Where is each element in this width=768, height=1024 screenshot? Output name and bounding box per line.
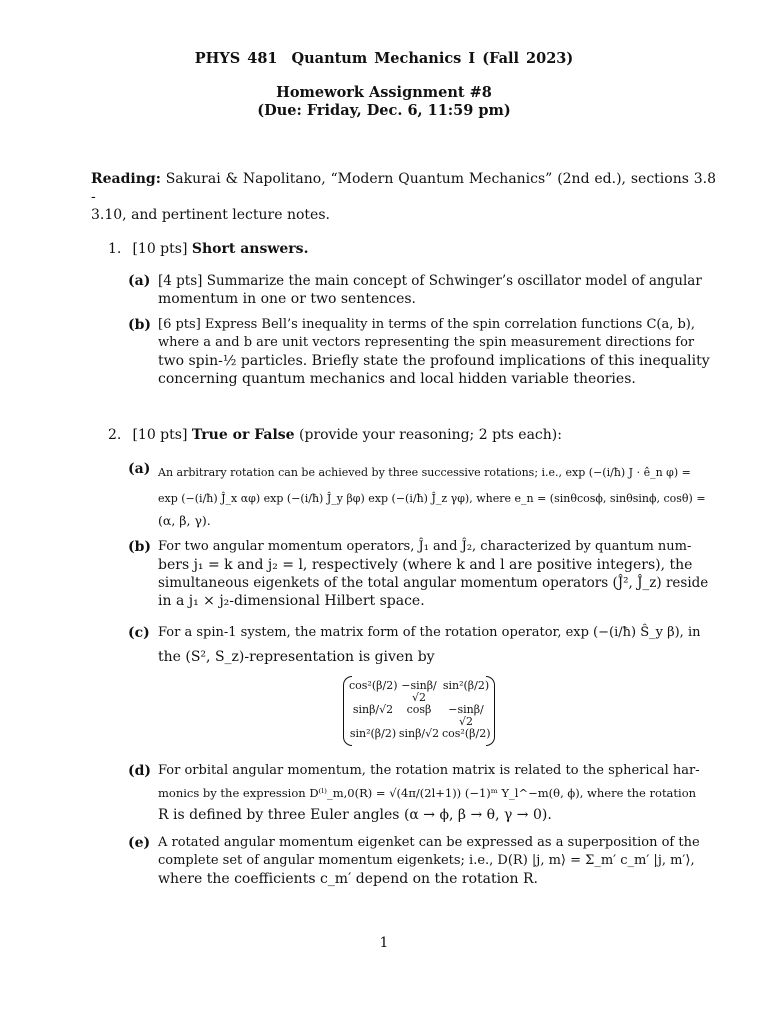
part-line: the (S², S_z)-representation is given by xyxy=(158,649,435,665)
part-line: monics by the expression D⁽ˡ⁾_m,0(R) = √(4π/(2l+1)) (−1)ᵐ Y_l^−m(θ, ϕ), where the rotation xyxy=(158,786,697,800)
part-line: For orbital angular momentum, the rotation matrix is related to the spherical har- xyxy=(158,763,700,778)
question-title: Short answers. xyxy=(191,241,309,257)
part-line: two spin-½ particles. Briefly state the profound implications of this inequality xyxy=(158,353,710,369)
question-1b xyxy=(128,316,710,388)
part-label: (d) xyxy=(128,763,152,779)
matrix-cell: −sinβ/√2 xyxy=(401,679,437,704)
page-number: 1 xyxy=(379,935,389,951)
part-line: in a j₁ × j₂-dimensional Hilbert space. xyxy=(158,593,425,609)
reading-section xyxy=(91,170,716,224)
matrix-cell: sinβ/√2 xyxy=(352,703,394,716)
question-2e xyxy=(128,834,710,888)
question-1-heading xyxy=(108,240,308,258)
part-label: (b) xyxy=(128,317,152,333)
matrix-cell: sin²(β/2) xyxy=(349,727,397,740)
question-number: 1. xyxy=(108,241,122,257)
course-title: Quantum Mechanics I (Fall 2023) xyxy=(291,50,574,67)
part-label: (b) xyxy=(128,539,152,555)
reading-label: Reading: xyxy=(91,171,161,187)
part-line: [4 pts] Summarize the main concept of Schwinger’s oscillator model of angular xyxy=(158,273,702,289)
question-2-heading xyxy=(108,426,562,444)
part-line: complete set of angular momentum eigenkets; i.e., D(R) |j, m⟩ = Σ_m′ c_m′ |j, m′⟩, xyxy=(158,853,695,868)
part-line: where a and b are unit vectors representing the spin measurement directions for xyxy=(158,335,695,350)
part-line: An arbitrary rotation can be achieved by three successive rotations; i.e., exp (−(i/ħ) J · ê_n φ) = xyxy=(158,466,691,479)
part-line: A rotated angular momentum eigenket can be expressed as a superposition of the xyxy=(158,835,700,850)
question-2c xyxy=(128,624,710,666)
reading-line-2: 3.10, and pertinent lecture notes. xyxy=(91,207,330,223)
question-2b xyxy=(128,538,710,610)
part-line: simultaneous eigenkets of the total angular momentum operators (Ĵ², Ĵ_z) reside xyxy=(158,575,709,591)
matrix-cell: sin²(β/2) xyxy=(442,679,490,692)
question-title: True or False xyxy=(191,427,295,443)
question-points: [10 pts] xyxy=(132,241,188,257)
part-label: (e) xyxy=(128,835,151,851)
due-date: (Due: Friday, Dec. 6, 11:59 pm) xyxy=(257,102,511,119)
course-code: PHYS 481 xyxy=(194,50,278,67)
rotation-matrix xyxy=(343,676,495,746)
matrix-cell: cosβ xyxy=(406,703,432,716)
part-line: concerning quantum mechanics and local hidden variable theories. xyxy=(158,371,636,387)
part-line: [6 pts] Express Bell’s inequality in terms of the spin correlation functions C(a, b), xyxy=(158,317,696,332)
part-line: momentum in one or two sentences. xyxy=(158,291,417,307)
matrix-cell: sinβ/√2 xyxy=(398,727,440,740)
reading-line-1: Sakurai & Napolitano, “Modern Quantum Mechanics” (2nd ed.), sections 3.8 - xyxy=(91,171,717,205)
question-note: (provide your reasoning; 2 pts each): xyxy=(299,427,562,443)
question-1a xyxy=(128,272,710,308)
part-line: For a spin-1 system, the matrix form of the rotation operator, exp (−(i/ħ) Ŝ_y β), in xyxy=(158,625,701,640)
question-2a xyxy=(128,460,710,530)
assignment-title: Homework Assignment #8 xyxy=(276,84,492,101)
part-line: R is defined by three Euler angles (α → ϕ, β → θ, γ → 0). xyxy=(158,807,552,823)
matrix-cell: cos²(β/2) xyxy=(349,679,398,692)
matrix-cell: cos²(β/2) xyxy=(442,727,491,740)
part-line: where the coefficients c_m′ depend on the rotation R. xyxy=(158,871,538,887)
part-line: exp (−(i/ħ) Ĵ_x αφ) exp (−(i/ħ) Ĵ_y βφ) exp (−(i/ħ) Ĵ_z γφ), where e_n = (sinθcosϕ, sinθsinϕ, cosθ) = xyxy=(158,492,706,505)
question-points: [10 pts] xyxy=(132,427,188,443)
part-label: (c) xyxy=(128,625,150,641)
matrix-cell: −sinβ/√2 xyxy=(448,703,484,728)
part-line: (α, β, γ). xyxy=(158,513,211,528)
question-2d xyxy=(128,762,710,824)
part-line: bers j₁ = k and j₂ = l, respectively (where k and l are positive integers), the xyxy=(158,557,693,573)
part-label: (a) xyxy=(128,273,151,289)
course-header xyxy=(0,50,768,68)
part-line: For two angular momentum operators, Ĵ₁ and Ĵ₂, characterized by quantum num- xyxy=(158,539,692,554)
part-label: (a) xyxy=(128,461,151,477)
question-number: 2. xyxy=(108,427,122,443)
